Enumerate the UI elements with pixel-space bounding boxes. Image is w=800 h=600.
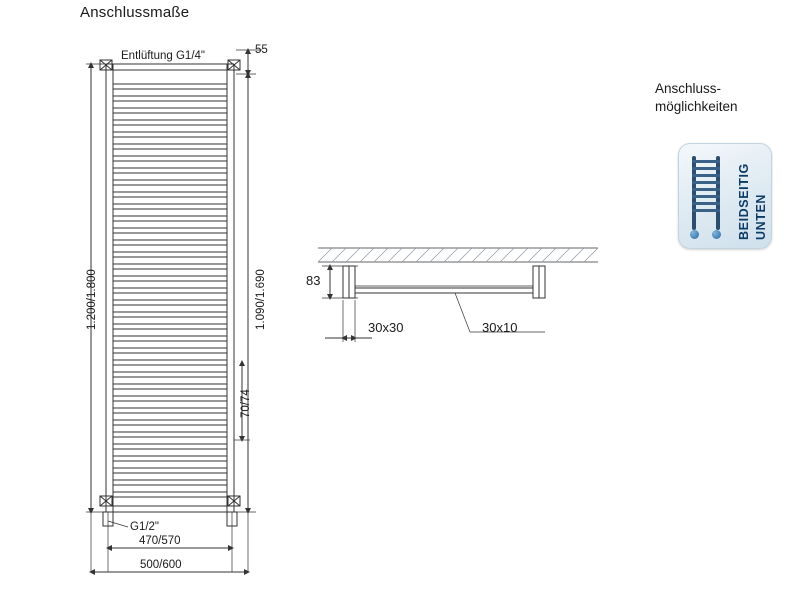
label-vent: Entlüftung G1/4" — [121, 50, 205, 62]
connection-options-heading-line1: Anschluss- — [655, 81, 722, 96]
label-height-total: 1.200/1.800 — [86, 269, 98, 330]
badge-text-line1: BEIDSEITIG — [737, 163, 751, 240]
label-connection-thread: G1/2" — [130, 521, 160, 533]
leader-profile-horizontal — [455, 293, 470, 332]
label-depth: 83 — [306, 273, 321, 288]
front-rungs — [113, 84, 227, 497]
label-profile-horizontal: 30x10 — [482, 320, 518, 335]
badge-text-line2: UNTEN — [754, 193, 768, 240]
label-bottom-offset: 70/74 — [240, 389, 252, 418]
label-width-total: 500/600 — [140, 559, 182, 571]
label-height-inner: 1.090/1.690 — [255, 269, 267, 330]
side-view-body — [343, 266, 545, 298]
label-width-inner: 470/570 — [139, 535, 181, 547]
label-profile-vertical: 30x30 — [368, 320, 404, 335]
page-title: Anschlussmaße — [80, 4, 190, 21]
label-top-gap: 55 — [255, 44, 268, 56]
front-bottom-connections — [103, 512, 237, 526]
side-wall-hatch — [318, 248, 598, 262]
connection-options-heading-line2: möglichkeiten — [655, 99, 738, 114]
